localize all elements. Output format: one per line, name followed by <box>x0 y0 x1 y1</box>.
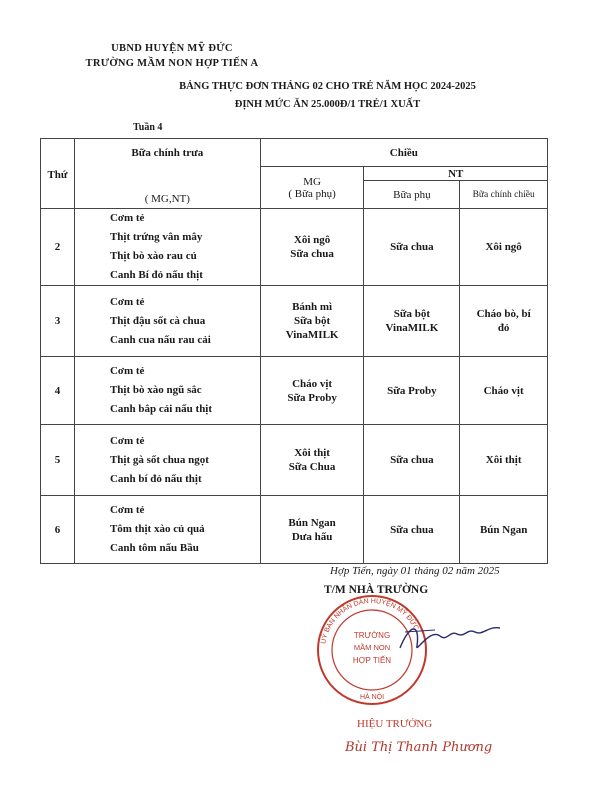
nt-main-item: Bún Ngan <box>479 523 528 536</box>
stamp-city: HÀ NỘI <box>359 694 385 701</box>
header-afternoon: Chiều <box>260 139 547 167</box>
signer-role: HIỆU TRƯỞNG <box>357 718 433 730</box>
nt-snack-item: Sữa Proby <box>387 384 437 397</box>
nt-main-cell <box>460 286 548 357</box>
header-nt-snack: Bữa phụ <box>364 181 460 209</box>
header-nt-main: Bữa chính chiều <box>460 181 548 209</box>
lunch-dish: Canh bắp cải nấu thịt <box>109 403 213 415</box>
mg-item: Xôi ngô <box>293 234 331 246</box>
header-lunch: Bữa chính trưa <box>74 139 260 167</box>
nt-main-cell <box>460 496 548 564</box>
nt-snack-item: Sữa chua <box>390 241 434 253</box>
nt-main-item: Xôi ngô <box>485 241 522 253</box>
nt-snack-cell <box>364 209 460 286</box>
lunch-dish: Cơm tẻ <box>109 504 145 516</box>
nt-main-item: Cháo bò, bí <box>476 308 531 320</box>
day-cell: 5 <box>41 425 75 496</box>
week-label: Tuần 4 <box>133 122 163 133</box>
nt-main-item: Xôi thịt <box>485 454 522 466</box>
day-cell: 2 <box>41 209 75 286</box>
org-name-line1: UBND HUYỆN MỸ ĐỨC <box>111 43 233 54</box>
menu-table <box>40 138 548 564</box>
stamp-ring-text: UỶ BAN NHÂN DÂN HUYỆN MỸ ĐỨC <box>320 597 420 645</box>
day-cell: 4 <box>41 357 75 425</box>
nt-main-item: đỏ <box>497 322 510 334</box>
stamp-line: TRƯỜNG <box>353 631 391 640</box>
mg-item: Sữa Chua <box>288 461 336 473</box>
lunch-dish: Thịt bò xào rau củ <box>109 250 197 262</box>
lunch-cell <box>74 209 260 286</box>
lunch-dish: Cơm tẻ <box>109 295 145 308</box>
lunch-dish: Thịt gà sốt chua ngọt <box>109 453 209 466</box>
nt-snack-item: VinaMILK <box>385 322 439 334</box>
lunch-dish: Thịt trứng vân mây <box>109 231 203 243</box>
lunch-cell <box>74 286 260 357</box>
nt-main-item: Cháo vịt <box>483 384 524 397</box>
lunch-dish: Thịt đậu sốt cà chua <box>109 314 206 327</box>
stamp-line: MẦM NON <box>353 643 391 652</box>
table-row <box>41 357 548 425</box>
mg-cell <box>260 496 364 564</box>
org-name-line2: TRƯỜNG MẦM NON HỢP TIẾN A <box>85 58 259 69</box>
mg-item: Sữa bột <box>293 315 331 327</box>
mg-cell <box>260 286 364 357</box>
header-mg-sub: ( Bữa phụ) <box>288 187 336 200</box>
nt-snack-cell <box>364 425 460 496</box>
mg-item: VinaMILK <box>285 329 339 341</box>
stamp-line: HỢP TIẾN <box>352 656 392 665</box>
lunch-dish: Canh tôm nấu Bầu <box>109 542 199 554</box>
lunch-dish: Canh Bí đỏ nấu thịt <box>109 269 203 281</box>
nt-snack-item: Sữa chua <box>390 523 434 536</box>
mg-item: Sữa chua <box>290 248 334 260</box>
nt-snack-cell <box>364 357 460 425</box>
handwritten-signature <box>395 618 505 658</box>
nt-main-cell <box>460 357 548 425</box>
lunch-cell <box>74 425 260 496</box>
table-row <box>41 425 548 496</box>
nt-main-cell <box>460 209 548 286</box>
mg-item: Cháo vịt <box>292 377 333 390</box>
lunch-dish: Cơm tẻ <box>109 365 145 377</box>
mg-item: Dưa hấu <box>291 530 333 543</box>
mg-item: Xôi thịt <box>294 447 330 459</box>
mg-item: Sữa Proby <box>287 391 337 404</box>
header-day: Thứ <box>41 139 75 209</box>
lunch-dish: Canh bí đỏ nấu thịt <box>109 472 202 485</box>
signing-title: T/M NHÀ TRƯỜNG <box>324 584 429 596</box>
lunch-dish: Cơm tẻ <box>109 434 145 447</box>
lunch-cell <box>74 496 260 564</box>
day-cell: 6 <box>41 496 75 564</box>
nt-main-cell <box>460 425 548 496</box>
document-title: BẢNG THỰC ĐƠN THÁNG 02 CHO TRẺ NĂM HỌC 2024-2025 <box>179 81 476 92</box>
table-row <box>41 496 548 564</box>
table-row <box>41 209 548 286</box>
lunch-dish: Canh cua nấu rau cải <box>109 333 211 346</box>
day-cell: 3 <box>41 286 75 357</box>
mg-cell <box>260 209 364 286</box>
document-subtitle: ĐỊNH MỨC ĂN 25.000Đ/1 TRẺ/1 XUẤT <box>234 99 421 110</box>
nt-snack-item: Sữa chua <box>390 454 434 466</box>
header-lunch-sub: ( MG,NT) <box>74 167 260 209</box>
mg-item: Bánh mì <box>292 301 333 313</box>
header-mg <box>260 167 364 209</box>
lunch-cell <box>74 357 260 425</box>
nt-snack-item: Sữa bột <box>393 308 430 320</box>
table-row <box>41 286 548 357</box>
signing-date: Hợp Tiến, ngày 01 tháng 02 năm 2025 <box>330 565 500 577</box>
lunch-dish: Cơm tẻ <box>109 212 145 224</box>
mg-cell <box>260 425 364 496</box>
lunch-dish: Tôm thịt xào củ quả <box>109 523 205 535</box>
nt-snack-cell <box>364 286 460 357</box>
nt-snack-cell <box>364 496 460 564</box>
signer-name: Bùi Thị Thanh Phương <box>345 740 493 755</box>
header-mg-label: MG <box>303 175 321 188</box>
mg-item: Bún Ngan <box>288 516 336 529</box>
lunch-dish: Thịt bò xào ngũ sắc <box>109 384 202 396</box>
header-nt: NT <box>364 167 548 181</box>
mg-cell <box>260 357 364 425</box>
